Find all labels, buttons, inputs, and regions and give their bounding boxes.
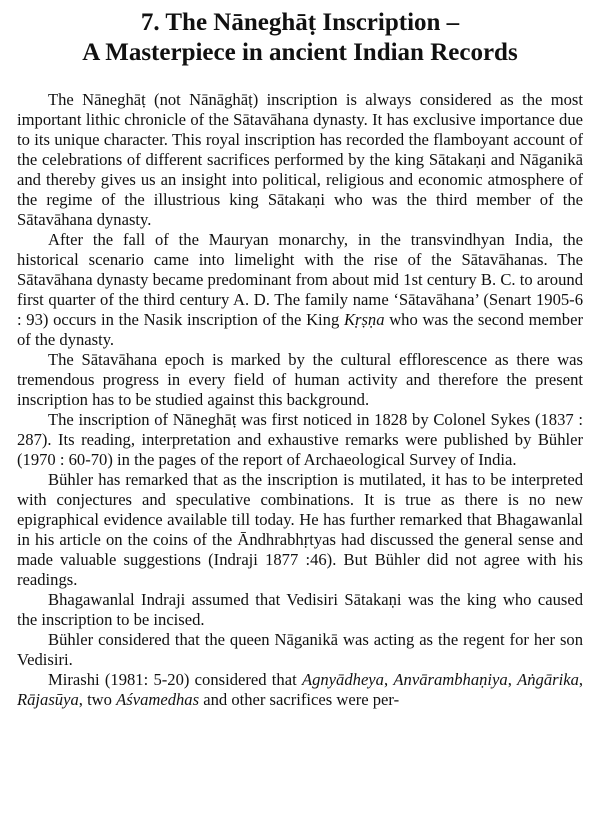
page-title-line-1: 7. The Nāneghāṭ Inscription – <box>140 9 460 36</box>
text-run: Bhagawanlal Indraji assumed that Vedisiri Sātakaṇi was the king who caused the inscription to be incised. <box>17 590 583 629</box>
text-run: and other sacrifices were per- <box>199 690 400 709</box>
paragraph <box>17 630 583 670</box>
paragraph <box>17 470 583 590</box>
paragraph <box>17 670 583 710</box>
text-run: who was the second member of the dynasty. <box>17 310 583 349</box>
text-run: The Sātavāhana epoch is marked by the cultural efflorescence as there was tremendous progress in every field of human activity and therefore the present inscription has to be studied against this background. <box>17 350 583 409</box>
paragraph <box>17 90 583 230</box>
text-run: , <box>383 670 394 689</box>
italic-term: Kṛṣṇa <box>343 310 385 329</box>
text-run: The inscription of Nāneghāṭ was first noticed in 1828 by Colonel Sykes (1837 : 287). Its reading, interpretation and exhaustive remarks were published by Bühler (1970 : 60-70) in the pages of the report of Archaeological Survey of India. <box>17 410 583 469</box>
paragraph <box>17 230 583 350</box>
paragraph <box>17 350 583 410</box>
text-run: , <box>578 670 584 689</box>
text-run: After the fall of the Mauryan monarchy, in the transvindhyan India, the historical scenario came into limelight with the rise of the Sātavāhanas. The Sātavāhana dynasty became predominant from about mid 1st century B. C. to around first quarter of the third century A. D. The family name ‘Sātavāhana’ (Senart 1905-6 : 93) occurs in the Nasik inscription of the King <box>17 230 583 329</box>
italic-term: Agnyādheya <box>301 670 384 689</box>
text-run: Bühler has remarked that as the inscription is mutilated, it has to be interpreted with conjectures and speculative combinations. It is true as there is no new epigraphical evidence available till today. He has further remarked that Bhagawanlal in his article on the coins of the Āndhrabhṛtyas had discussed the general sense and made valuable suggestions (Indraji 1877 :46). But Bühler did not agree with his readings. <box>17 470 583 589</box>
italic-term: Anvārambhaṇiya <box>393 670 508 689</box>
body-text <box>17 90 583 710</box>
paragraph <box>17 410 583 470</box>
page-title-line-2: A Masterpiece in ancient Indian Records <box>82 39 518 66</box>
text-run: , two <box>78 690 117 709</box>
text-run: The Nāneghāṭ (not Nānāghāṭ) inscription is always considered as the most important lithic chronicle of the Sātavāhana dynasty. It has exclusive importance due to its unique character. This royal inscription has recorded the flamboyant account of the celebrations of different sacrifices performed by the king Sātakaṇi and Nāganikā and thereby gives us an insight into political, religious and economic atmosphere of the regime of the illustrious king Sātakaṇi who was the third member of the Sātavāhana dynasty. <box>17 90 583 229</box>
paragraph <box>17 590 583 630</box>
text-run: Mirashi (1981: 5-20) considered that <box>48 670 302 689</box>
italic-term: Aṅgārika <box>517 670 579 689</box>
text-run: Bühler considered that the queen Nāganikā was acting as the regent for her son Vedisiri. <box>17 630 583 669</box>
text-run: , <box>507 670 518 689</box>
italic-term: Rājasūya <box>17 690 79 709</box>
italic-term: Aśvamedhas <box>116 690 200 709</box>
